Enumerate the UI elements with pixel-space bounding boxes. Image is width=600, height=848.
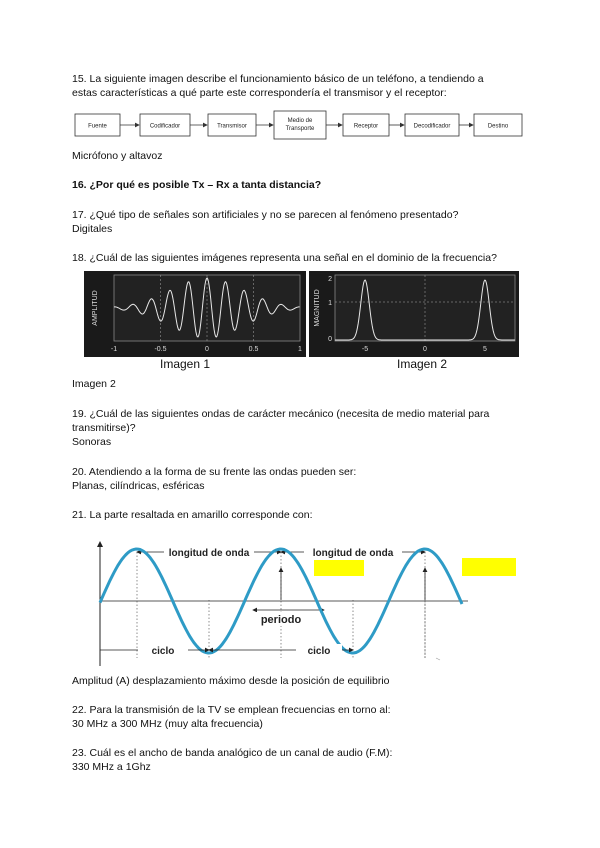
wave-diagram [90,538,530,670]
block-decoder: Decodificador [413,123,451,130]
label-period: periodo [260,614,302,626]
q17-question: 17. ¿Qué tipo de señales son artificiales y no se parecen al fenómeno presentado? [72,209,459,221]
block-encoder: Codificador [149,123,181,130]
scope2-tick-0: 0 [423,346,427,353]
scope2-ylabel: MAGNITUD [314,289,321,327]
q23-question: 23. Cuál es el ancho de banda analógico de un canal de audio (F.M): [72,747,393,759]
q21-question: 21. La parte resaltada en amarillo corresponde con: [72,509,313,521]
scope1-tick-0: 0 [205,346,209,353]
block-receiver: Receptor [353,123,379,130]
block-source: Fuente [88,123,107,130]
q22-answer: 30 MHz a 300 MHz (muy alta frecuencia) [72,718,263,730]
scope2-tick-neg5: -5 [361,346,369,353]
q15-line2: estas características a qué parte este correspondería el transmisor y el receptor: [72,87,447,99]
q18-question: 18. ¿Cuál de las siguientes imágenes representa una señal en el dominio de la frecuencia? [72,252,497,264]
q21-answer: Amplitud (A) desplazamiento máximo desde la posición de equilibrio [72,675,390,687]
scope1-tick-neg05: -0.5 [154,346,167,353]
scope-image-1 [84,271,306,357]
scope2-tick-5: 5 [483,346,487,353]
q15-answer: Micrófono y altavoz [72,150,163,162]
label-cycle-2: ciclo [307,646,331,657]
q17-answer: Digitales [72,223,113,235]
scope-image-2 [309,271,519,357]
block-medium-1: Medio de [287,118,313,124]
block-transmitter: Transmisor [217,123,247,130]
communication-block-diagram [70,108,530,142]
q22-question: 22. Para la transmisión de la TV se emplean frecuencias en torno al: [72,704,391,716]
scope1-tick-05: 0.5 [248,346,259,353]
caption-imagen-1: Imagen 1 [160,357,211,371]
label-cycle-1: ciclo [151,646,175,657]
q20-question: 20. Atendiendo a la forma de su frente las ondas pueden ser: [72,466,357,478]
q23-answer: 330 MHz a 1Ghz [72,761,151,773]
scope2-ytick-1: 1 [328,300,332,307]
label-wavelength-1: longitud de onda [168,548,250,559]
q20-answer: Planas, cilíndricas, esféricas [72,480,205,492]
scope1-tick-neg1: -1 [110,346,118,353]
scope1-ylabel: AMPLITUD [92,290,99,326]
label-wavelength-2: longitud de onda [312,548,394,559]
q18-answer: Imagen 2 [72,378,116,390]
block-destination: Destino [487,123,509,130]
scope2-ytick-0: 0 [328,336,332,343]
highlight-amplitude-2 [462,558,516,576]
q16-question: 16. ¿Por qué es posible Tx – Rx a tanta distancia? [72,179,322,191]
q19-answer: Sonoras [72,436,112,448]
scope2-ytick-2: 2 [328,276,332,283]
q19-line1: 19. ¿Cuál de las siguientes ondas de carácter mecánico (necesita de medio material para [72,408,490,420]
scope1-tick-1: 1 [298,346,302,353]
highlight-amplitude-1 [314,560,364,576]
q15-line1: 15. La siguiente imagen describe el funcionamiento básico de un teléfono, a tendiendo a [72,73,484,85]
caption-imagen-2: Imagen 2 [397,357,448,371]
q19-line2: transmitirse)? [72,422,136,434]
block-medium-2: Transporte [285,126,315,132]
